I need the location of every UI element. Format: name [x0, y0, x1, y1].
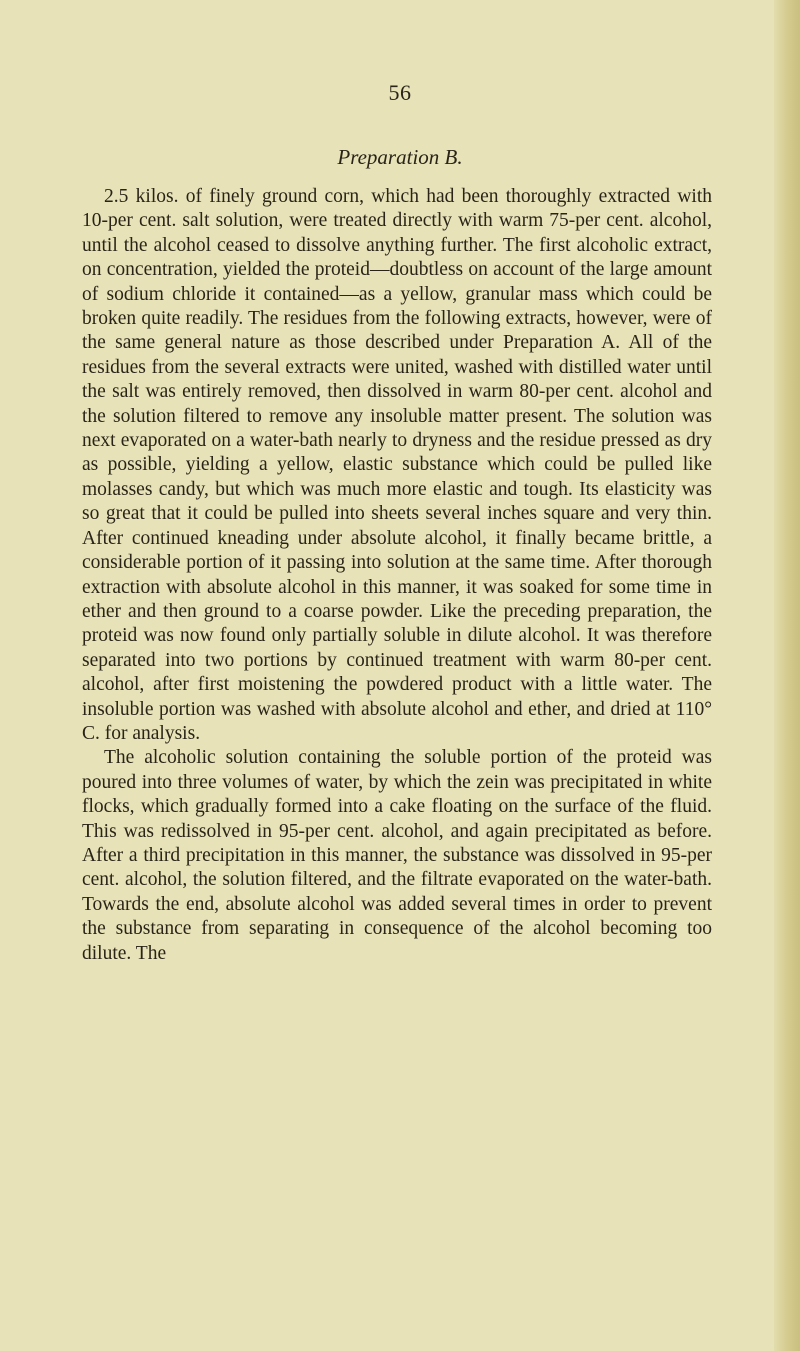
body-text — [82, 185, 712, 966]
page-number: 56 — [388, 80, 412, 105]
paragraph: The alcoholic solution containing the soluble portion of the proteid was poured into three volumes of water, by which the zein was precipitated in white flocks, which gradually formed into a cake floating on the surface of the fluid. This was redissolved in 95-per cent. alcohol, and again precipitated as before. After a third precipitation in this manner, the substance was dissolved in 95-per cent. alcohol, the solution filtered, and the filtrate evaporated on the water-bath. Towards the end, absolute alcohol was added several times in order to prevent the substance from separating in consequence of the alcohol becoming too dilute. The — [82, 747, 712, 964]
section-title: Preparation B. — [337, 145, 463, 169]
page-edge — [774, 0, 800, 1351]
paragraph: 2.5 kilos. of finely ground corn, which had been thoroughly extracted with 10-per cent. salt solution, were treated directly with warm 75-per cent. alcohol, until the alcohol ceased to dissolve anything further. The first alcoholic extract, on concentration, yielded the proteid—doubtless on account of the large amount of sodium chloride it contained—as a yellow, granular mass which could be broken quite readily. The residues from the following extracts, however, were of the same general nature as those described under Preparation A. All of the residues from the several extracts were united, washed with distilled water until the salt was entirely removed, then dissolved in warm 80-per cent. alcohol and the solution filtered to remove any insoluble matter present. The solution was next evaporated on a water-bath nearly to dryness and the residue pressed as dry as possible, yielding a yellow, elastic substance which could be pulled like molasses candy, but which was much more elastic and tough. Its elasticity was so great that it could be pulled into sheets several inches square and very thin. After continued kneading under absolute alcohol, it finally became brittle, a considerable portion of it passing into solution at the same time. After thorough extraction with absolute alcohol in this manner, it was soaked for some time in ether and then ground to a coarse powder. Like the preceding preparation, the proteid was now found only partially soluble in dilute alcohol. It was therefore separated into two portions by continued treatment with warm 80-per cent. alcohol, after first moistening the powdered product with a little water. The insoluble portion was washed with absolute alcohol and ether, and dried at 110° C. for analysis. — [82, 186, 712, 744]
